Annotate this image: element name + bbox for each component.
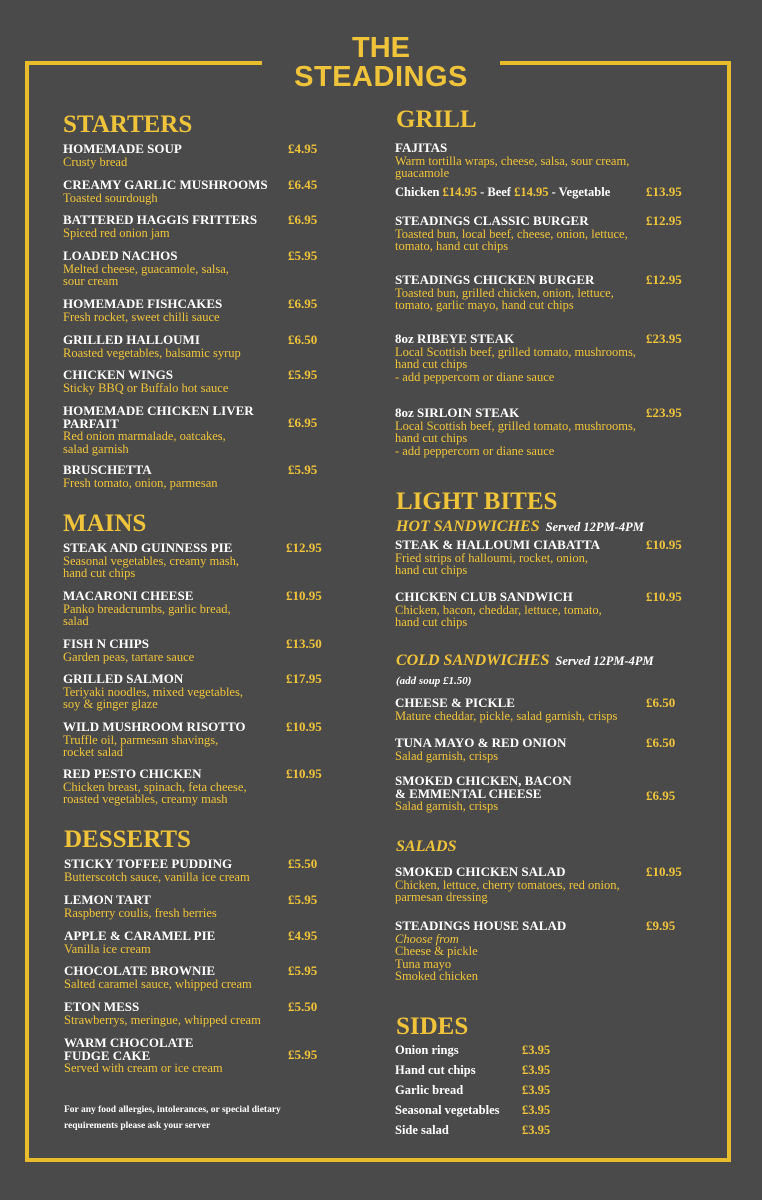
menu-item bbox=[63, 542, 239, 580]
item-price: £10.95 bbox=[646, 537, 682, 552]
item-price: £23.95 bbox=[646, 331, 682, 346]
menu-item bbox=[395, 539, 600, 577]
subsection-label: COLD SANDWICHES bbox=[396, 652, 550, 669]
menu-item bbox=[63, 250, 229, 288]
item-desc: Mature cheddar, pickle, salad garnish, crisps bbox=[395, 708, 618, 723]
item-desc: Fresh tomato, onion, parmesan bbox=[63, 475, 218, 490]
item-desc: Truffle oil, parmesan shavings, rocket salad bbox=[63, 732, 219, 759]
item-name: LOADED NACHOS bbox=[63, 248, 178, 263]
item-price: £5.95 bbox=[288, 248, 318, 263]
salads-title: SALADS bbox=[396, 838, 457, 855]
option-price: £14.95 bbox=[442, 185, 477, 199]
menu-item bbox=[63, 464, 218, 489]
item-price: £6.95 bbox=[288, 415, 318, 430]
menu-item bbox=[64, 1037, 223, 1075]
allergy-note: For any food allergies, intolerances, or special dietary requirements please ask your server bbox=[64, 1105, 281, 1131]
item-desc: Strawberrys, meringue, whipped cream bbox=[64, 1012, 261, 1027]
item-desc: Panko breadcrumbs, garlic bread, salad bbox=[63, 601, 231, 628]
item-price: £23.95 bbox=[646, 405, 682, 420]
item-name: WILD MUSHROOM RISOTTO bbox=[63, 719, 246, 734]
item-name: HOMEMADE SOUP bbox=[63, 141, 182, 156]
item-desc: Local Scottish beef, grilled tomato, mushrooms, hand cut chips - add peppercorn or diane sauce bbox=[395, 344, 636, 384]
menu-item bbox=[63, 179, 268, 204]
item-name: CHEESE & PICKLE bbox=[395, 695, 515, 710]
item-price: £6.95 bbox=[288, 212, 318, 227]
side-name: Side salad bbox=[395, 1123, 449, 1137]
item-price: £5.95 bbox=[288, 462, 318, 477]
item-price: £10.95 bbox=[286, 588, 322, 603]
item-price: £10.95 bbox=[286, 719, 322, 734]
item-name: HOMEMADE FISHCAKES bbox=[63, 296, 223, 311]
item-name: CHICKEN WINGS bbox=[63, 367, 173, 382]
item-price: £6.50 bbox=[646, 695, 676, 710]
starters-title: STARTERS bbox=[63, 111, 193, 138]
item-desc: Salad garnish, crisps bbox=[395, 799, 499, 813]
side-price: £3.95 bbox=[522, 1043, 551, 1057]
item-name: STEADINGS HOUSE SALAD bbox=[395, 918, 567, 933]
item-choice-label: Choose from bbox=[395, 931, 459, 946]
item-desc: Salted caramel sauce, whipped cream bbox=[64, 976, 252, 991]
item-price: £5.50 bbox=[288, 856, 318, 871]
side-item bbox=[395, 1063, 565, 1077]
item-desc: Warm tortilla wraps, cheese, salsa, sour cream, guacamole bbox=[395, 153, 630, 180]
item-desc: Garden peas, tartare sauce bbox=[63, 649, 195, 664]
item-price: £17.95 bbox=[286, 671, 322, 686]
item-price: £5.95 bbox=[288, 1047, 318, 1062]
item-desc: Melted cheese, guacamole, salsa, sour cream bbox=[63, 261, 229, 288]
option-separator: - bbox=[476, 185, 488, 199]
item-name: STEAK & HALLOUMI CIABATTA bbox=[395, 537, 601, 552]
item-name: CHOCOLATE BROWNIE bbox=[64, 963, 216, 978]
item-name: SMOKED CHICKEN SALAD bbox=[395, 864, 566, 879]
item-desc: Served with cream or ice cream bbox=[64, 1061, 223, 1075]
item-name: MACARONI CHEESE bbox=[63, 588, 194, 603]
item-price: £6.45 bbox=[288, 177, 318, 192]
item-price: £5.95 bbox=[288, 367, 318, 382]
item-price: £4.95 bbox=[288, 928, 318, 943]
menu-item bbox=[63, 405, 254, 455]
side-price: £3.95 bbox=[522, 1083, 551, 1097]
side-price: £3.95 bbox=[522, 1123, 551, 1137]
item-price: £5.95 bbox=[288, 892, 318, 907]
item-name: BATTERED HAGGIS FRITTERS bbox=[63, 212, 258, 227]
item-price: £12.95 bbox=[646, 272, 682, 287]
option-label: Beef bbox=[487, 185, 511, 199]
item-desc: Toasted sourdough bbox=[63, 190, 158, 205]
menu-item bbox=[63, 721, 246, 759]
grill-title: GRILL bbox=[396, 106, 477, 133]
side-name: Hand cut chips bbox=[395, 1063, 476, 1077]
item-desc: Toasted bun, local beef, cheese, onion, lettuce, tomato, hand cut chips bbox=[395, 226, 628, 253]
option-price: £14.95 bbox=[514, 185, 549, 199]
item-desc: Vanilla ice cream bbox=[64, 941, 151, 956]
item-desc: Roasted vegetables, balsamic syrup bbox=[63, 345, 241, 360]
item-desc: Cheese & pickle Tuna mayo Smoked chicken bbox=[395, 944, 478, 983]
menu-item bbox=[63, 590, 231, 628]
subsection-label: HOT SANDWICHES bbox=[396, 518, 540, 535]
item-desc: Sticky BBQ or Buffalo hot sauce bbox=[63, 380, 229, 395]
hot-sandwiches-title bbox=[396, 519, 644, 535]
item-desc: Red onion marmalade, oatcakes, salad garnish bbox=[63, 429, 226, 456]
item-desc: Crusty bread bbox=[63, 154, 128, 169]
menu-item bbox=[395, 274, 614, 312]
item-name: LEMON TART bbox=[64, 892, 151, 907]
item-name: CHICKEN CLUB SANDWICH bbox=[395, 589, 573, 604]
side-item bbox=[395, 1043, 565, 1057]
item-price: £6.95 bbox=[288, 296, 318, 311]
item-desc: Fresh rocket, sweet chilli sauce bbox=[63, 309, 220, 324]
menu-item bbox=[64, 930, 215, 955]
item-name: FAJITAS bbox=[395, 140, 448, 155]
menu-item bbox=[395, 333, 636, 383]
item-name: GRILLED SALMON bbox=[63, 671, 184, 686]
item-name: 8oz SIRLOIN STEAK bbox=[395, 405, 520, 420]
desserts-title: DESSERTS bbox=[64, 826, 191, 853]
item-price: £5.50 bbox=[288, 999, 318, 1014]
brand-line-1: THE bbox=[352, 32, 410, 64]
serving-hours: Served 12PM-4PM bbox=[545, 520, 644, 534]
item-name: FISH N CHIPS bbox=[63, 636, 149, 651]
light-bites-title: LIGHT BITES bbox=[396, 488, 558, 515]
item-desc: Chicken, lettuce, cherry tomatoes, red onion, parmesan dressing bbox=[395, 877, 620, 904]
item-name: ETON MESS bbox=[64, 999, 140, 1014]
item-price: £5.95 bbox=[288, 963, 318, 978]
fajita-options bbox=[395, 186, 610, 199]
item-name: STEAK AND GUINNESS PIE bbox=[63, 540, 233, 555]
side-name: Garlic bread bbox=[395, 1083, 464, 1097]
side-item bbox=[395, 1123, 565, 1137]
soup-addon-note: (add soup £1.50) bbox=[396, 675, 472, 687]
menu-item bbox=[64, 1001, 261, 1026]
side-name: Onion rings bbox=[395, 1043, 459, 1057]
menu-item bbox=[395, 142, 629, 180]
item-name: STICKY TOFFEE PUDDING bbox=[64, 856, 233, 871]
option-price: £13.95 bbox=[646, 184, 682, 199]
item-name: GRILLED HALLOUMI bbox=[63, 332, 200, 347]
menu-item bbox=[63, 638, 194, 663]
menu-item bbox=[395, 407, 636, 457]
item-name: 8oz RIBEYE STEAK bbox=[395, 331, 515, 346]
item-price: £9.95 bbox=[646, 918, 676, 933]
menu-item bbox=[63, 214, 257, 239]
item-price: £12.95 bbox=[646, 213, 682, 228]
side-price: £3.95 bbox=[522, 1063, 551, 1077]
option-label: Vegetable bbox=[558, 185, 611, 199]
side-name: Seasonal vegetables bbox=[395, 1103, 500, 1117]
item-desc: Fried strips of halloumi, rocket, onion, hand cut chips bbox=[395, 550, 589, 577]
option-separator: - bbox=[548, 185, 559, 199]
item-price: £13.50 bbox=[286, 636, 322, 651]
item-price: £12.95 bbox=[286, 540, 322, 555]
menu-item bbox=[395, 775, 572, 813]
item-price: £10.95 bbox=[646, 589, 682, 604]
item-name: APPLE & CARAMEL PIE bbox=[64, 928, 216, 943]
sides-title: SIDES bbox=[396, 1013, 469, 1040]
item-name: CREAMY GARLIC MUSHROOMS bbox=[63, 177, 268, 192]
item-name: STEADINGS CHICKEN BURGER bbox=[395, 272, 595, 287]
menu-item bbox=[395, 920, 566, 983]
serving-hours: Served 12PM-4PM bbox=[555, 654, 654, 668]
side-price: £3.95 bbox=[522, 1103, 551, 1117]
item-desc: Butterscotch sauce, vanilla ice cream bbox=[64, 869, 250, 884]
item-price: £6.50 bbox=[646, 735, 676, 750]
item-desc: Chicken breast, spinach, feta cheese, roasted vegetables, creamy mash bbox=[63, 779, 247, 806]
menu-item bbox=[63, 298, 222, 323]
menu-item bbox=[395, 697, 617, 722]
item-desc: Raspberry coulis, fresh berries bbox=[64, 905, 217, 920]
item-name: SMOKED CHICKEN, BACON & EMMENTAL CHEESE bbox=[395, 773, 572, 801]
side-item bbox=[395, 1103, 565, 1117]
menu-item bbox=[395, 866, 620, 904]
menu-item bbox=[63, 143, 182, 168]
menu-item bbox=[64, 965, 252, 990]
menu-item bbox=[395, 215, 628, 253]
mains-title: MAINS bbox=[63, 510, 147, 537]
item-name: BRUSCHETTA bbox=[63, 462, 152, 477]
menu-item bbox=[64, 894, 217, 919]
menu-item bbox=[63, 768, 247, 806]
item-price: £10.95 bbox=[646, 864, 682, 879]
menu-item bbox=[63, 369, 228, 394]
side-item bbox=[395, 1083, 565, 1097]
menu-item bbox=[395, 737, 566, 762]
item-desc: Teriyaki noodles, mixed vegetables, soy & ginger glaze bbox=[63, 684, 243, 711]
menu-item bbox=[63, 673, 243, 711]
item-desc: Local Scottish beef, grilled tomato, mushrooms, hand cut chips - add peppercorn or diane sauce bbox=[395, 418, 636, 458]
item-name: STEADINGS CLASSIC BURGER bbox=[395, 213, 589, 228]
menu-item bbox=[63, 334, 241, 359]
item-desc: Toasted bun, grilled chicken, onion, lettuce, tomato, garlic mayo, hand cut chips bbox=[395, 285, 614, 312]
item-price: £10.95 bbox=[286, 766, 322, 781]
brand-line-2: STEADINGS bbox=[294, 61, 468, 93]
item-price: £4.95 bbox=[288, 141, 318, 156]
item-name: RED PESTO CHICKEN bbox=[63, 766, 202, 781]
item-desc: Spiced red onion jam bbox=[63, 225, 170, 240]
item-desc: Seasonal vegetables, creamy mash, hand cut chips bbox=[63, 553, 239, 580]
item-price: £6.50 bbox=[288, 332, 318, 347]
item-price: £6.95 bbox=[646, 788, 676, 803]
option-label: Chicken bbox=[395, 185, 440, 199]
menu-item bbox=[395, 591, 602, 629]
item-name: HOMEMADE CHICKEN LIVER PARFAIT bbox=[63, 403, 254, 431]
cold-sandwiches-title bbox=[396, 653, 654, 669]
item-name: WARM CHOCOLATE FUDGE CAKE bbox=[64, 1035, 194, 1063]
menu-item bbox=[64, 858, 250, 883]
item-desc: Salad garnish, crisps bbox=[395, 748, 499, 763]
item-desc: Chicken, bacon, cheddar, lettuce, tomato, hand cut chips bbox=[395, 602, 602, 629]
item-name: TUNA MAYO & RED ONION bbox=[395, 735, 567, 750]
